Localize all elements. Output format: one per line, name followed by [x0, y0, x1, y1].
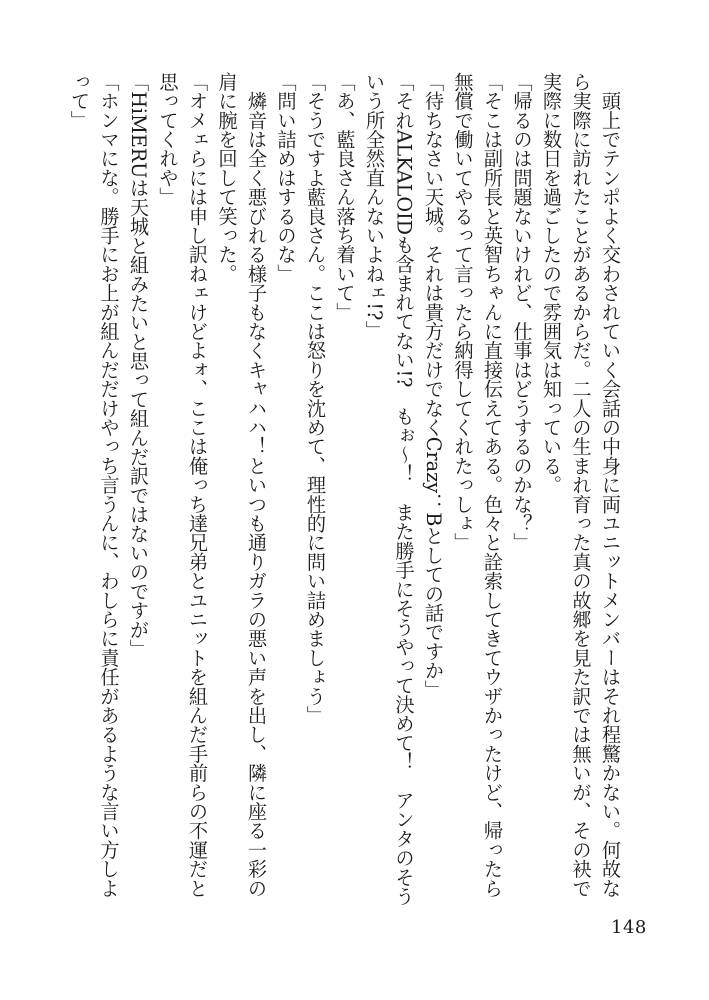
paragraph: 「あ、藍良さん落ち着いて」: [333, 72, 357, 322]
paragraph: 「待ちなさい天城。それは貴方だけでなくCrazy：Bとしての話ですか」: [422, 72, 445, 700]
vertical-text-body: [65, 72, 625, 912]
paragraph: 頭上でテンポよく交わされていく会話の中身に両ユニットメンバーはそれ程驚かない。何故なら実際に訪れたことがあるからだ。二人の生まれ育った真の故郷を見た訳では無いが、その袂で実際に数日を過ごしたので雰囲気は知っている。: [540, 72, 622, 898]
paragraph: 「そこは副所長と英智ちゃんに直接伝えてある。色々と詮索してきてウザかったけど、帰ったら無償で働いてやるって言ったら納得してくれたっしょ」: [451, 72, 504, 898]
paragraph: 「それALKALOIDも含まれてない!? もぉ～！ また勝手にそうやって決めて！ アンタのそういう所全然直んないよねェ!?」: [363, 72, 416, 906]
paragraph: 「ホンマにな。勝手にお上が組んだだけやっち言うんに、わしらに責任があるような言い方しよって」: [68, 72, 121, 898]
paragraph: 「HiMERUは天城と組みたいと思って組んだ訳ではないのですが」: [127, 72, 150, 659]
paragraph: 燐音は全く悪びれる様子もなくキャハハ！といつも通りガラの悪い声を出し、隣に座る一彩の肩に腕を回して笑った。: [215, 72, 268, 898]
paragraph: 「帰るのは問題ないけれど、仕事はどうするのかな？」: [510, 72, 534, 552]
paragraph: 「そうですよ藍良さん。ここは怒りを沈めて、理性的に問い詰めましょう」: [304, 72, 327, 725]
paragraph: 「問い詰めはするのな」: [274, 72, 298, 284]
page-number: 148: [611, 917, 647, 938]
paragraph: 「オメェらには申し訳ねェけどよォ、ここは俺っち達兄弟とユニットを組んだ手前らの不運だと思ってくれや」: [156, 72, 209, 898]
